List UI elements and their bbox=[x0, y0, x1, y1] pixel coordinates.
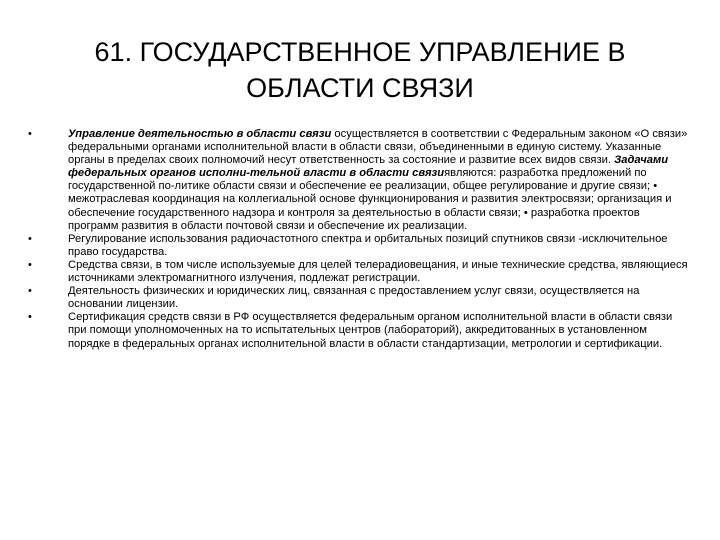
bullet-mid-emphasis: Задачами федеральных органов исполни-тельной власти в области связи bbox=[68, 154, 669, 180]
bullet-text-continued: являются: разработка предложений по государственной по-литике области связи и обеспечение ее реализации, общее регулирование и другие связи; • межотраслевая координация на коллегиальной основе функционирования и развития электросвязи; организация и обеспечение государственного надзора и контроля за деятельностью в области связи; • разработка проектов программ развития в области почтовой связи и обеспечение их реализации. bbox=[68, 167, 672, 232]
bullet-text: Сертификация средств связи в РФ осуществляется федеральным органом исполнительной власти в области связи при помощи уполномоченных на то испытательных центров (лабораторий), аккредитованных в установленном порядке в федеральных органах исполнительной власти в области стандартизации, метрологии и сертификации. bbox=[68, 311, 673, 350]
bullet-list bbox=[28, 128, 692, 351]
title-line-1: 61. ГОСУДАРСТВЕННОЕ УПРАВЛЕНИЕ В bbox=[94, 37, 626, 67]
bullet-lead-emphasis: Управление деятельностью в области связи bbox=[68, 128, 332, 140]
bullet-text: Регулирование использования радиочастотного спектра и орбитальных позиций спутников связи -исключительное право государства. bbox=[68, 232, 668, 258]
bullet-icon: • bbox=[28, 258, 32, 271]
title-line-2: ОБЛАСТИ СВЯЗИ bbox=[246, 73, 474, 103]
bullet-item-5 bbox=[28, 311, 692, 350]
bullet-icon: • bbox=[28, 232, 32, 245]
bullet-icon: • bbox=[28, 311, 32, 324]
bullet-item-4 bbox=[28, 285, 692, 311]
bullet-text: Деятельность физических и юридических лиц, связанная с предоставлением услуг связи, осуществляется на основании лицензии. bbox=[68, 285, 640, 311]
bullet-item-2 bbox=[28, 232, 692, 259]
slide-title bbox=[60, 34, 660, 106]
bullet-item-3 bbox=[28, 258, 692, 285]
bullet-item-1 bbox=[28, 128, 692, 233]
bullet-icon: • bbox=[28, 128, 32, 140]
bullet-icon: • bbox=[28, 285, 32, 298]
bullet-text: Средства связи, в том числе используемые для целей телерадиовещания, и иные технические средства, являющиеся источниками электромагнитного излучения, подлежат регистрации. bbox=[68, 258, 688, 285]
bullet-text: осуществляется в соответствии с Федеральным законом «О связи» федеральными органами исполнительной власти в области связи, объединенными в единую систему. Указанные органы в пределах своих полномочий несут ответственность за состояние и развитие всех видов связи. bbox=[68, 128, 688, 167]
